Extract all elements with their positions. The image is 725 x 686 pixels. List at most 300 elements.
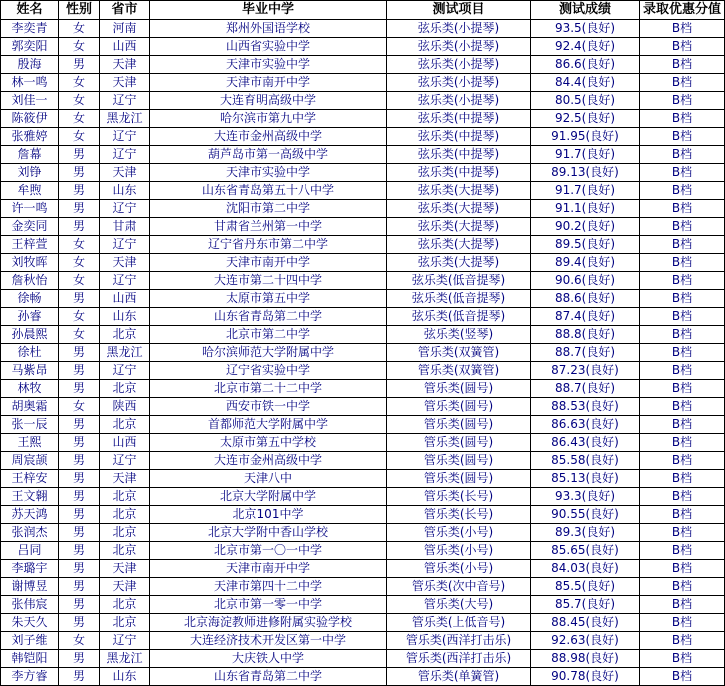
table-row [1,74,725,92]
name-cell: 王梓安 [1,470,59,488]
score-cell: 91.7(良好) [531,182,640,200]
school-cell: 郑州外国语学校 [150,20,387,38]
bonus-cell: B档 [640,596,725,614]
score-cell: 92.4(良好) [531,38,640,56]
score-cell: 88.98(良好) [531,650,640,668]
school-cell: 甘肃省兰州第一中学 [150,218,387,236]
score-cell: 93.5(良好) [531,20,640,38]
table-row [1,596,725,614]
score-cell: 88.7(良好) [531,380,640,398]
column-header: 毕业中学 [150,1,387,20]
name-cell: 王文翱 [1,488,59,506]
name-cell: 孙晨熙 [1,326,59,344]
table-row [1,56,725,74]
province-cell: 黑龙江 [100,110,150,128]
table-row [1,398,725,416]
test-item-cell: 管乐类(双簧管) [387,362,531,380]
school-cell: 山东省青岛第二中学 [150,668,387,686]
name-cell: 刘佳一 [1,92,59,110]
bonus-cell: B档 [640,236,725,254]
province-cell: 北京 [100,326,150,344]
bonus-cell: B档 [640,254,725,272]
name-cell: 张伟宸 [1,596,59,614]
bonus-cell: B档 [640,20,725,38]
score-cell: 86.43(良好) [531,434,640,452]
province-cell: 辽宁 [100,632,150,650]
name-cell: 林一鸣 [1,74,59,92]
school-cell: 哈尔滨师范大学附属中学 [150,344,387,362]
gender-cell: 女 [59,632,100,650]
province-cell: 辽宁 [100,200,150,218]
table-body [1,20,725,686]
test-item-cell: 管乐类(长号) [387,488,531,506]
test-item-cell: 弦乐类(低音提琴) [387,290,531,308]
gender-cell: 女 [59,308,100,326]
table-row [1,506,725,524]
school-cell: 山东省青岛第二中学 [150,308,387,326]
test-item-cell: 管乐类(圆号) [387,380,531,398]
name-cell: 徐杜 [1,344,59,362]
gender-cell: 男 [59,56,100,74]
bonus-cell: B档 [640,92,725,110]
score-cell: 89.13(良好) [531,164,640,182]
gender-cell: 女 [59,398,100,416]
school-cell: 天津八中 [150,470,387,488]
school-cell: 天津市南开中学 [150,74,387,92]
table-row [1,452,725,470]
score-cell: 84.03(良好) [531,560,640,578]
table-row [1,236,725,254]
bonus-cell: B档 [640,434,725,452]
name-cell: 李璐宇 [1,560,59,578]
test-item-cell: 弦乐类(低音提琴) [387,308,531,326]
table-row [1,668,725,686]
gender-cell: 男 [59,164,100,182]
school-cell: 沈阳市第二中学 [150,200,387,218]
bonus-cell: B档 [640,344,725,362]
test-item-cell: 管乐类(小号) [387,560,531,578]
gender-cell: 男 [59,488,100,506]
school-cell: 大庆铁人中学 [150,650,387,668]
province-cell: 河南 [100,20,150,38]
table-row [1,254,725,272]
test-item-cell: 管乐类(单簧管) [387,668,531,686]
gender-cell: 女 [59,254,100,272]
test-item-cell: 弦乐类(大提琴) [387,254,531,272]
test-item-cell: 弦乐类(小提琴) [387,20,531,38]
test-item-cell: 弦乐类(大提琴) [387,200,531,218]
test-item-cell: 弦乐类(大提琴) [387,236,531,254]
school-cell: 西安市铁一中学 [150,398,387,416]
province-cell: 天津 [100,254,150,272]
table-row [1,614,725,632]
name-cell: 许一鸣 [1,200,59,218]
province-cell: 甘肃 [100,218,150,236]
table-row [1,578,725,596]
bonus-cell: B档 [640,524,725,542]
score-cell: 90.2(良好) [531,218,640,236]
province-cell: 天津 [100,56,150,74]
score-cell: 90.6(良好) [531,272,640,290]
test-item-cell: 弦乐类(小提琴) [387,56,531,74]
table-row [1,362,725,380]
school-cell: 大连育明高级中学 [150,92,387,110]
province-cell: 北京 [100,380,150,398]
gender-cell: 男 [59,596,100,614]
test-item-cell: 管乐类(大号) [387,596,531,614]
province-cell: 辽宁 [100,452,150,470]
score-cell: 84.4(良好) [531,74,640,92]
name-cell: 刘铮 [1,164,59,182]
bonus-cell: B档 [640,452,725,470]
table-row [1,380,725,398]
school-cell: 北京市第一零一中学 [150,596,387,614]
name-cell: 徐畅 [1,290,59,308]
score-cell: 85.65(良好) [531,542,640,560]
province-cell: 北京 [100,416,150,434]
name-cell: 牟煦 [1,182,59,200]
province-cell: 山东 [100,182,150,200]
test-item-cell: 弦乐类(大提琴) [387,182,531,200]
gender-cell: 男 [59,578,100,596]
gender-cell: 男 [59,614,100,632]
test-item-cell: 弦乐类(中提琴) [387,110,531,128]
table-row [1,164,725,182]
bonus-cell: B档 [640,128,725,146]
bonus-cell: B档 [640,146,725,164]
bonus-cell: B档 [640,578,725,596]
name-cell: 马紫昂 [1,362,59,380]
bonus-cell: B档 [640,632,725,650]
score-cell: 89.3(良好) [531,524,640,542]
table-row [1,20,725,38]
province-cell: 陕西 [100,398,150,416]
gender-cell: 女 [59,38,100,56]
bonus-cell: B档 [640,416,725,434]
school-cell: 北京大学附中香山学校 [150,524,387,542]
bonus-cell: B档 [640,362,725,380]
name-cell: 张润杰 [1,524,59,542]
school-cell: 大连市金州高级中学 [150,128,387,146]
test-item-cell: 管乐类(西洋打击乐) [387,632,531,650]
province-cell: 天津 [100,470,150,488]
school-cell: 天津市南开中学 [150,254,387,272]
table-row [1,524,725,542]
table-row [1,128,725,146]
school-cell: 大连市第二十四中学 [150,272,387,290]
table-row [1,542,725,560]
name-cell: 李方睿 [1,668,59,686]
table-row [1,218,725,236]
score-cell: 90.78(良好) [531,668,640,686]
name-cell: 胡奥霜 [1,398,59,416]
score-cell: 86.6(良好) [531,56,640,74]
province-cell: 黑龙江 [100,344,150,362]
name-cell: 王熙 [1,434,59,452]
province-cell: 黑龙江 [100,650,150,668]
score-cell: 85.7(良好) [531,596,640,614]
gender-cell: 男 [59,146,100,164]
province-cell: 天津 [100,164,150,182]
province-cell: 山东 [100,308,150,326]
name-cell: 詹秋怡 [1,272,59,290]
bonus-cell: B档 [640,182,725,200]
name-cell: 苏天鸿 [1,506,59,524]
table-row [1,290,725,308]
gender-cell: 男 [59,542,100,560]
bonus-cell: B档 [640,380,725,398]
school-cell: 北京市第一〇一中学 [150,542,387,560]
gender-cell: 男 [59,290,100,308]
gender-cell: 男 [59,524,100,542]
bonus-cell: B档 [640,38,725,56]
table-row [1,92,725,110]
school-cell: 北京海淀教师进修附属实验学校 [150,614,387,632]
school-cell: 山东省青岛第五十八中学 [150,182,387,200]
test-item-cell: 弦乐类(竖琴) [387,326,531,344]
bonus-cell: B档 [640,74,725,92]
name-cell: 林牧 [1,380,59,398]
column-header: 测试项目 [387,1,531,20]
score-cell: 92.63(良好) [531,632,640,650]
school-cell: 辽宁省实验中学 [150,362,387,380]
name-cell: 朱天久 [1,614,59,632]
score-cell: 91.7(良好) [531,146,640,164]
test-item-cell: 管乐类(圆号) [387,452,531,470]
score-cell: 85.58(良好) [531,452,640,470]
province-cell: 天津 [100,74,150,92]
test-item-cell: 弦乐类(小提琴) [387,92,531,110]
name-cell: 刘子维 [1,632,59,650]
name-cell: 吕同 [1,542,59,560]
score-cell: 87.4(良好) [531,308,640,326]
name-cell: 谢博昱 [1,578,59,596]
gender-cell: 男 [59,200,100,218]
province-cell: 山西 [100,290,150,308]
province-cell: 北京 [100,506,150,524]
province-cell: 辽宁 [100,362,150,380]
province-cell: 山西 [100,38,150,56]
province-cell: 北京 [100,542,150,560]
bonus-cell: B档 [640,470,725,488]
gender-cell: 女 [59,74,100,92]
table-row [1,110,725,128]
table-row [1,38,725,56]
province-cell: 山西 [100,434,150,452]
test-item-cell: 管乐类(西洋打击乐) [387,650,531,668]
gender-cell: 男 [59,218,100,236]
column-header: 性别 [59,1,100,20]
bonus-cell: B档 [640,542,725,560]
bonus-cell: B档 [640,110,725,128]
table-row [1,488,725,506]
bonus-cell: B档 [640,218,725,236]
gender-cell: 女 [59,272,100,290]
score-cell: 86.63(良好) [531,416,640,434]
score-cell: 93.3(良好) [531,488,640,506]
gender-cell: 男 [59,344,100,362]
province-cell: 北京 [100,524,150,542]
score-cell: 92.5(良好) [531,110,640,128]
test-item-cell: 管乐类(小号) [387,524,531,542]
table-row [1,272,725,290]
test-item-cell: 弦乐类(低音提琴) [387,272,531,290]
gender-cell: 男 [59,416,100,434]
name-cell: 周宸颉 [1,452,59,470]
column-header: 省市 [100,1,150,20]
province-cell: 北京 [100,596,150,614]
test-item-cell: 管乐类(圆号) [387,434,531,452]
test-item-cell: 管乐类(长号) [387,506,531,524]
score-cell: 91.1(良好) [531,200,640,218]
province-cell: 辽宁 [100,128,150,146]
score-cell: 88.7(良好) [531,344,640,362]
table-row [1,632,725,650]
bonus-cell: B档 [640,650,725,668]
test-item-cell: 弦乐类(大提琴) [387,218,531,236]
gender-cell: 男 [59,506,100,524]
table-row [1,326,725,344]
table-row [1,650,725,668]
table-row [1,416,725,434]
gender-cell: 男 [59,182,100,200]
school-cell: 首都师范大学附属中学 [150,416,387,434]
test-item-cell: 弦乐类(中提琴) [387,146,531,164]
bonus-cell: B档 [640,326,725,344]
test-item-cell: 管乐类(圆号) [387,470,531,488]
test-item-cell: 管乐类(次中音号) [387,578,531,596]
name-cell: 张一辰 [1,416,59,434]
gender-cell: 女 [59,110,100,128]
province-cell: 天津 [100,578,150,596]
table-row [1,470,725,488]
test-item-cell: 管乐类(双簧管) [387,344,531,362]
bonus-cell: B档 [640,308,725,326]
name-cell: 韩铠阳 [1,650,59,668]
gender-cell: 女 [59,92,100,110]
table-row [1,182,725,200]
score-cell: 88.53(良好) [531,398,640,416]
gender-cell: 男 [59,362,100,380]
gender-cell: 女 [59,326,100,344]
school-cell: 天津市实验中学 [150,56,387,74]
name-cell: 陈筱伊 [1,110,59,128]
name-cell: 张雅婷 [1,128,59,146]
gender-cell: 男 [59,470,100,488]
score-cell: 85.5(良好) [531,578,640,596]
score-cell: 88.45(良好) [531,614,640,632]
score-cell: 91.95(良好) [531,128,640,146]
table-row [1,146,725,164]
bonus-cell: B档 [640,668,725,686]
table-row [1,344,725,362]
test-item-cell: 弦乐类(中提琴) [387,128,531,146]
test-item-cell: 弦乐类(小提琴) [387,74,531,92]
gender-cell: 男 [59,434,100,452]
school-cell: 太原市第五中学校 [150,434,387,452]
school-cell: 天津市南开中学 [150,560,387,578]
score-cell: 89.4(良好) [531,254,640,272]
province-cell: 辽宁 [100,236,150,254]
gender-cell: 女 [59,236,100,254]
table-row [1,560,725,578]
table-row [1,200,725,218]
school-cell: 葫芦岛市第一高级中学 [150,146,387,164]
province-cell: 辽宁 [100,146,150,164]
score-cell: 87.23(良好) [531,362,640,380]
school-cell: 北京市第二十二中学 [150,380,387,398]
province-cell: 辽宁 [100,272,150,290]
gender-cell: 女 [59,128,100,146]
province-cell: 天津 [100,560,150,578]
bonus-cell: B档 [640,56,725,74]
name-cell: 殷海 [1,56,59,74]
name-cell: 李奕青 [1,20,59,38]
score-cell: 85.13(良好) [531,470,640,488]
name-cell: 孙睿 [1,308,59,326]
bonus-cell: B档 [640,614,725,632]
score-cell: 88.8(良好) [531,326,640,344]
name-cell: 郭奕阳 [1,38,59,56]
gender-cell: 男 [59,668,100,686]
school-cell: 北京大学附属中学 [150,488,387,506]
name-cell: 金奕同 [1,218,59,236]
school-cell: 北京101中学 [150,506,387,524]
province-cell: 山东 [100,668,150,686]
school-cell: 天津市第四十二中学 [150,578,387,596]
province-cell: 北京 [100,488,150,506]
name-cell: 詹幕 [1,146,59,164]
score-cell: 80.5(良好) [531,92,640,110]
bonus-cell: B档 [640,506,725,524]
gender-cell: 男 [59,560,100,578]
school-cell: 大连市金州高级中学 [150,452,387,470]
school-cell: 辽宁省丹东市第二中学 [150,236,387,254]
bonus-cell: B档 [640,200,725,218]
column-header: 测试成绩 [531,1,640,20]
table-row [1,308,725,326]
bonus-cell: B档 [640,488,725,506]
gender-cell: 女 [59,20,100,38]
school-cell: 北京市第二中学 [150,326,387,344]
province-cell: 辽宁 [100,92,150,110]
test-item-cell: 管乐类(小号) [387,542,531,560]
test-item-cell: 管乐类(圆号) [387,416,531,434]
gender-cell: 男 [59,650,100,668]
test-item-cell: 弦乐类(小提琴) [387,38,531,56]
gender-cell: 男 [59,380,100,398]
table-row [1,434,725,452]
table-header [1,1,725,20]
score-cell: 90.55(良好) [531,506,640,524]
test-item-cell: 管乐类(上低音号) [387,614,531,632]
bonus-cell: B档 [640,560,725,578]
test-item-cell: 弦乐类(中提琴) [387,164,531,182]
school-cell: 大连经济技术开发区第一中学 [150,632,387,650]
gender-cell: 男 [59,452,100,470]
bonus-cell: B档 [640,272,725,290]
school-cell: 天津市实验中学 [150,164,387,182]
bonus-cell: B档 [640,164,725,182]
bonus-cell: B档 [640,398,725,416]
province-cell: 北京 [100,614,150,632]
score-cell: 88.6(良好) [531,290,640,308]
column-header: 录取优惠分值 [640,1,725,20]
school-cell: 哈尔滨市第九中学 [150,110,387,128]
name-cell: 王梓萱 [1,236,59,254]
school-cell: 山西省实验中学 [150,38,387,56]
bonus-cell: B档 [640,290,725,308]
